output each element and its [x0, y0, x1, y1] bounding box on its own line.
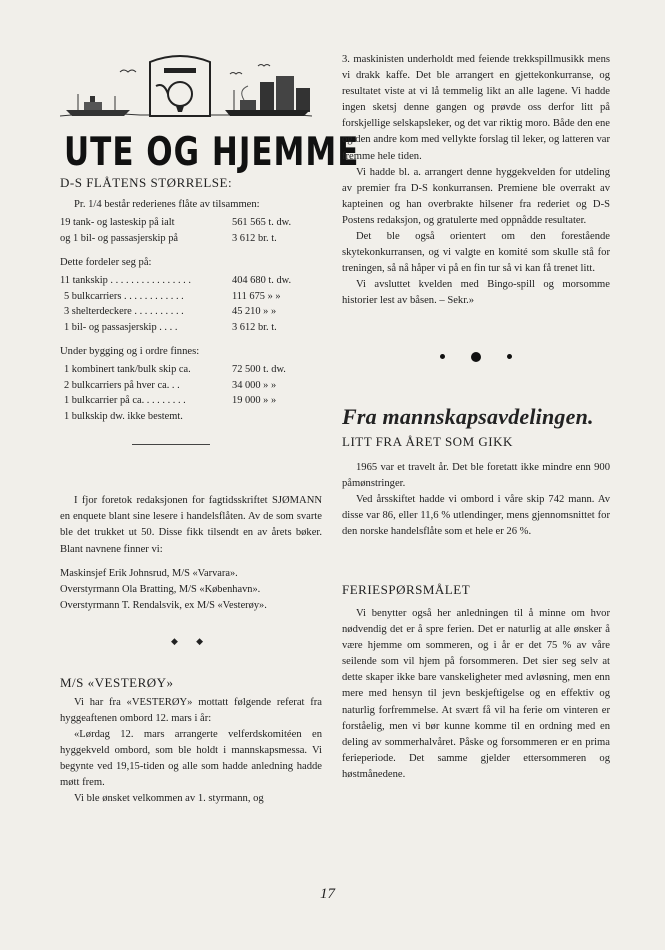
- names-list: [60, 566, 322, 614]
- dot: [507, 354, 512, 359]
- fleet-totals: [60, 215, 322, 246]
- stat-row: 19 tank- og lasteskip på ialt 561 565 t. dw.: [60, 217, 292, 229]
- fleet-intro: Pr. 1/4 består rederienes flåte av tilsammen:: [74, 199, 260, 210]
- vesteroy-paragraph: «Lørdag 12. mars arrangerte velferdskomitéen en hyggekveld ombord, som ble holdt i mannskapsmessa. Vi begynte ved 19,15-tiden og alle som hadde anledning hadde møtt frem.: [60, 728, 322, 789]
- stat-row: 1 kombinert tank/bulk skip ca. 72 500 t. dw.: [64, 364, 286, 376]
- stat-row: 3 shelterdeckere . . . . . . . . . . 45 210 » »: [64, 306, 277, 318]
- report-continued: Vi hadde bl. a. arrangert denne hyggekvelden for utdeling av premier fra D-S konkurransen. Premiene ble overrakt av kapteinen og han overbrakte hilsener fra rederiet og D-S Postens redaksjon, og gratulerte med oppnådde resultater.: [342, 166, 610, 226]
- dot-separator: [342, 348, 610, 366]
- fleet-size-heading: D-S FLÅTENS STØRRELSE:: [60, 175, 233, 190]
- split-intro: Dette fordeler seg på:: [60, 257, 152, 269]
- fleet-building: [60, 362, 322, 424]
- vesteroy-heading: M/S «VESTERØY»: [60, 674, 174, 690]
- report-continued: Vi avsluttet kvelden med Bingo-spill og morsomme historier lest av båsen. – Sekr.»: [342, 279, 610, 307]
- page-number: 17: [320, 886, 335, 902]
- list-item: Maskinsjef Erik Johnsrud, M/S «Varvara».: [60, 567, 238, 579]
- stat-row: 2 bulkcarriers på hver ca. . . 34 000 » »: [64, 379, 277, 391]
- list-item: Overstyrmann Ola Bratting, M/S «København».: [60, 583, 261, 595]
- dot: [471, 352, 481, 362]
- enquete-paragraph: I fjor foretok redaksjonen for fagtidsskriftet SJØMANN en enquete blant sine lesere i handelsflåten. Av de som svarte ble det trukket ut 50. Disse fikk tilsendt en av årets bøker. Blant navnene finner vi:: [60, 495, 322, 555]
- report-continued: 3. maskinisten underholdt med feiende trekkspillmusikk mens vi drakk kaffe. Det ble arrangert en gjettekonkurranse, og resultatet viste at vi lå temmelig likt an alle lagene. Vi hadde ingen sketsj denne gangen og prøvde oss derfor litt på forskjellige selskapsleker, og det var riktig moro. Både den ene og den andre kom med vellykte forslag til leker, og latteren var fremme hele tiden.: [342, 54, 610, 162]
- holiday-paragraph: Vi benytter også her anledningen til å minne om hvor nødvendig det er å spre ferien. Det er naturlig at alle ønsker å være hjemme om sommeren, og i år er det 75 % av våre seilende som vil hjem på forsommeren. Det sier seg selv at dette skaper ikke bare vanskeligheter med avløsning, men enn mere med hensyn til jevn beskjeftigelse og en effektiv og naturlig forfremmelse. At svært få vil ha ferie om vinteren er forståelig, men vi bør kunne komme til en ordning med en deling av sommerhalvåret. Påske og forsommeren er en prima ferieperiode. Det samme gjelder ettersommeren og høstmånedene.: [342, 607, 610, 780]
- list-item: Overstyrmann T. Rendalsvik, ex M/S «Vesterøy».: [60, 599, 267, 611]
- section-divider: [132, 444, 210, 445]
- diamond-separator: ◆ ◆: [170, 635, 212, 646]
- building-intro: Under bygging og i ordre finnes:: [60, 346, 200, 358]
- left-column: [60, 52, 360, 807]
- vesteroy-paragraph: Vi ble ønsket velkommen av 1. styrmann, og: [74, 793, 264, 805]
- stat-row: 1 bil- og passasjerskip . . . . 3 612 br. t.: [64, 321, 277, 333]
- stat-row: 11 tankskip . . . . . . . . . . . . . . . . 404 680 t. dw.: [60, 275, 292, 287]
- masthead-title: UTE OG HJEMME: [64, 130, 360, 175]
- stat-row: 5 bulkcarriers . . . . . . . . . . . . 111 675 » »: [64, 290, 281, 302]
- year-review-subheading: LITT FRA ÅRET SOM GIKK: [342, 433, 513, 449]
- crew-paragraph: 1965 var et travelt år. Det ble foretatt ikke mindre enn 900 påmønstringer.: [342, 461, 610, 489]
- stat-row: 1 bulkcarrier på ca. . . . . . . . . 19 000 » »: [64, 395, 277, 407]
- dot: [440, 354, 445, 359]
- post-horn-mailbox-ships-illustration: [60, 52, 312, 130]
- masthead: [60, 52, 360, 175]
- vesteroy-paragraph: Vi har fra «VESTERØY» mottatt følgende referat fra hyggeaftenen ombord 12. mars i år:: [60, 696, 322, 724]
- stat-row: 1 bulkskip dw. ikke bestemt.: [64, 410, 183, 422]
- stat-row: og 1 bil- og passasjerskip på 3 612 br. t.: [60, 232, 277, 244]
- crew-paragraph: Ved årsskiftet hadde vi ombord i våre skip 742 mann. Av disse var 86, eller 11,6 % utlendinger, mens gjennomsnittet for den norske handelsflåte som et hele er 26 %.: [342, 493, 610, 537]
- right-column: [342, 52, 610, 783]
- report-continued: Det ble også orientert om den forestående skytekonkurransen, og vi valgte en komité som skulle stå for treningen, så nå håper vi på en fin tur så vi kan få trenet litt.: [342, 231, 610, 275]
- holiday-heading: FERIESPØRSMÅLET: [342, 581, 471, 597]
- fleet-split: [60, 273, 322, 335]
- crew-department-heading: Fra mannskapsavdelingen.: [342, 403, 594, 429]
